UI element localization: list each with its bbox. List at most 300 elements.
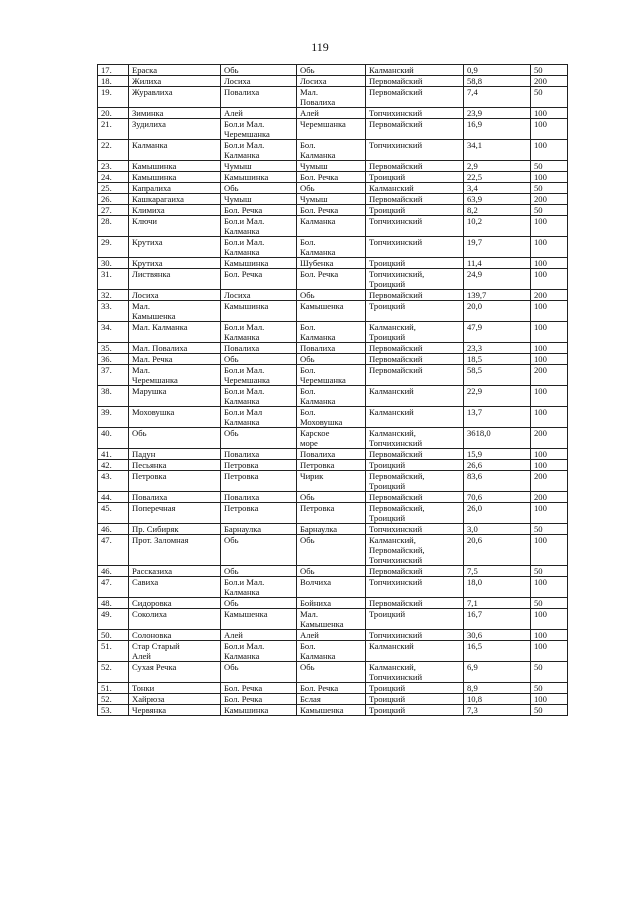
district-cell: Калманский, Топчихинский xyxy=(366,662,464,683)
flows-into-cell: Обь xyxy=(297,566,366,577)
table-row xyxy=(98,694,568,705)
district-cell: Калманский xyxy=(366,407,464,428)
row-number-cell: 41. xyxy=(98,449,129,460)
length-cell: 16,9 xyxy=(464,119,531,140)
length-cell: 20,6 xyxy=(464,535,531,566)
row-number-cell: 50. xyxy=(98,630,129,641)
protection-zone-cell: 50 xyxy=(531,683,568,694)
river-name-cell: Мал. Речка xyxy=(129,354,221,365)
table-row xyxy=(98,322,568,343)
river-name-cell: Камышинка xyxy=(129,161,221,172)
flows-into-cell: Бол. Калманка xyxy=(297,140,366,161)
flows-into-cell: Петровка xyxy=(297,503,366,524)
length-cell: 16,5 xyxy=(464,641,531,662)
river-name-cell: Крутиха xyxy=(129,258,221,269)
flows-into-cell: Обь xyxy=(297,65,366,76)
table-row xyxy=(98,609,568,630)
length-cell: 34,1 xyxy=(464,140,531,161)
flows-into-cell: Барнаулка xyxy=(297,524,366,535)
table-row xyxy=(98,524,568,535)
river-name-cell: Поперечная xyxy=(129,503,221,524)
protection-zone-cell: 50 xyxy=(531,205,568,216)
table-row xyxy=(98,108,568,119)
table-row xyxy=(98,598,568,609)
length-cell: 10,8 xyxy=(464,694,531,705)
row-number-cell: 46. xyxy=(98,524,129,535)
protection-zone-cell: 50 xyxy=(531,183,568,194)
flows-into-cell: Обь xyxy=(297,535,366,566)
protection-zone-cell: 100 xyxy=(531,343,568,354)
row-number-cell: 52. xyxy=(98,662,129,683)
flows-into-cell: Чумыш xyxy=(297,194,366,205)
row-number-cell: 52. xyxy=(98,694,129,705)
table-row xyxy=(98,290,568,301)
length-cell: 0,9 xyxy=(464,65,531,76)
protection-zone-cell: 200 xyxy=(531,194,568,205)
river-name-cell: Капралиха xyxy=(129,183,221,194)
length-cell: 7,5 xyxy=(464,566,531,577)
river-name-cell: Моховушка xyxy=(129,407,221,428)
basin-cell: Петровка xyxy=(221,503,297,524)
row-number-cell: 36. xyxy=(98,354,129,365)
basin-cell: Бол.и Мал. Черемшанка xyxy=(221,119,297,140)
length-cell: 26,6 xyxy=(464,460,531,471)
basin-cell: Обь xyxy=(221,566,297,577)
row-number-cell: 29. xyxy=(98,237,129,258)
table-row xyxy=(98,460,568,471)
flows-into-cell: Бол. Черемшанка xyxy=(297,365,366,386)
basin-cell: Алей xyxy=(221,108,297,119)
flows-into-cell: Мал. Повалиха xyxy=(297,87,366,108)
flows-into-cell: Петровка xyxy=(297,460,366,471)
district-cell: Первомайский xyxy=(366,290,464,301)
row-number-cell: 51. xyxy=(98,641,129,662)
protection-zone-cell: 50 xyxy=(531,65,568,76)
district-cell: Калманский xyxy=(366,65,464,76)
basin-cell: Лосиха xyxy=(221,290,297,301)
basin-cell: Бол.и Мал Калманка xyxy=(221,407,297,428)
district-cell: Троицкий xyxy=(366,705,464,716)
flows-into-cell: Обь xyxy=(297,662,366,683)
table-row xyxy=(98,216,568,237)
basin-cell: Бол.и Мал. Калманка xyxy=(221,386,297,407)
length-cell: 139,7 xyxy=(464,290,531,301)
row-number-cell: 39. xyxy=(98,407,129,428)
river-name-cell: Мал. Повалиха xyxy=(129,343,221,354)
row-number-cell: 42. xyxy=(98,460,129,471)
protection-zone-cell: 100 xyxy=(531,449,568,460)
basin-cell: Камышенка xyxy=(221,609,297,630)
row-number-cell: 48. xyxy=(98,598,129,609)
length-cell: 23,3 xyxy=(464,343,531,354)
basin-cell: Бол. Речка xyxy=(221,694,297,705)
row-number-cell: 47. xyxy=(98,577,129,598)
basin-cell: Камышинка xyxy=(221,705,297,716)
district-cell: Первомайский xyxy=(366,87,464,108)
table-row xyxy=(98,641,568,662)
river-name-cell: Марушка xyxy=(129,386,221,407)
river-name-cell: Петровка xyxy=(129,471,221,492)
district-cell: Первомайский xyxy=(366,119,464,140)
flows-into-cell: Мал. Камышенка xyxy=(297,609,366,630)
flows-into-cell: Бслая xyxy=(297,694,366,705)
table-row xyxy=(98,183,568,194)
district-cell: Первомайский, Троицкий xyxy=(366,503,464,524)
table-row xyxy=(98,354,568,365)
row-number-cell: 17. xyxy=(98,65,129,76)
length-cell: 11,4 xyxy=(464,258,531,269)
river-name-cell: Сухая Речка xyxy=(129,662,221,683)
protection-zone-cell: 100 xyxy=(531,407,568,428)
district-cell: Первомайский, Троицкий xyxy=(366,471,464,492)
river-name-cell: Песьянка xyxy=(129,460,221,471)
river-name-cell: Жилиха xyxy=(129,76,221,87)
district-cell: Первомайский xyxy=(366,354,464,365)
protection-zone-cell: 200 xyxy=(531,428,568,449)
row-number-cell: 40. xyxy=(98,428,129,449)
district-cell: Первомайский xyxy=(366,492,464,503)
length-cell: 18,0 xyxy=(464,577,531,598)
table-row xyxy=(98,365,568,386)
row-number-cell: 43. xyxy=(98,471,129,492)
table-row xyxy=(98,87,568,108)
protection-zone-cell: 50 xyxy=(531,161,568,172)
table-row xyxy=(98,205,568,216)
protection-zone-cell: 100 xyxy=(531,140,568,161)
basin-cell: Обь xyxy=(221,65,297,76)
length-cell: 7,4 xyxy=(464,87,531,108)
length-cell: 8,9 xyxy=(464,683,531,694)
protection-zone-cell: 100 xyxy=(531,386,568,407)
flows-into-cell: Бойниха xyxy=(297,598,366,609)
length-cell: 58,5 xyxy=(464,365,531,386)
district-cell: Калманский xyxy=(366,641,464,662)
length-cell: 3,4 xyxy=(464,183,531,194)
flows-into-cell: Бол. Речка xyxy=(297,172,366,183)
district-cell: Калманский, Троицкий xyxy=(366,322,464,343)
length-cell: 26,0 xyxy=(464,503,531,524)
length-cell: 22,5 xyxy=(464,172,531,183)
protection-zone-cell: 100 xyxy=(531,460,568,471)
table-row xyxy=(98,566,568,577)
river-name-cell: Журавлиха xyxy=(129,87,221,108)
district-cell: Троицкий xyxy=(366,172,464,183)
district-cell: Топчихинский xyxy=(366,237,464,258)
length-cell: 13,7 xyxy=(464,407,531,428)
district-cell: Калманский, Первомайский, Топчихинский xyxy=(366,535,464,566)
basin-cell: Алей xyxy=(221,630,297,641)
basin-cell: Петровка xyxy=(221,460,297,471)
river-name-cell: Обь xyxy=(129,428,221,449)
basin-cell: Повалиха xyxy=(221,87,297,108)
flows-into-cell: Бол. Речка xyxy=(297,205,366,216)
protection-zone-cell: 100 xyxy=(531,322,568,343)
river-name-cell: Тонки xyxy=(129,683,221,694)
basin-cell: Бол. Речка xyxy=(221,205,297,216)
length-cell: 7,3 xyxy=(464,705,531,716)
basin-cell: Повалиха xyxy=(221,343,297,354)
flows-into-cell: Повалиха xyxy=(297,449,366,460)
river-name-cell: Савиха xyxy=(129,577,221,598)
page-number: 119 xyxy=(311,40,329,54)
protection-zone-cell: 50 xyxy=(531,524,568,535)
protection-zone-cell: 100 xyxy=(531,258,568,269)
length-cell: 7,1 xyxy=(464,598,531,609)
protection-zone-cell: 100 xyxy=(531,172,568,183)
river-name-cell: Мал. Калманка xyxy=(129,322,221,343)
table-row xyxy=(98,172,568,183)
row-number-cell: 47. xyxy=(98,535,129,566)
district-cell: Первомайский xyxy=(366,566,464,577)
row-number-cell: 53. xyxy=(98,705,129,716)
protection-zone-cell: 100 xyxy=(531,694,568,705)
basin-cell: Бол. Речка xyxy=(221,683,297,694)
length-cell: 30,6 xyxy=(464,630,531,641)
row-number-cell: 23. xyxy=(98,161,129,172)
length-cell: 18,5 xyxy=(464,354,531,365)
length-cell: 3,0 xyxy=(464,524,531,535)
length-cell: 83,6 xyxy=(464,471,531,492)
basin-cell: Обь xyxy=(221,662,297,683)
table-row xyxy=(98,630,568,641)
basin-cell: Обь xyxy=(221,598,297,609)
river-name-cell: Мал. Камышенка xyxy=(129,301,221,322)
flows-into-cell: Карское море xyxy=(297,428,366,449)
basin-cell: Камышинка xyxy=(221,172,297,183)
table-row xyxy=(98,535,568,566)
table-row xyxy=(98,407,568,428)
table-row xyxy=(98,449,568,460)
district-cell: Первомайский xyxy=(366,161,464,172)
basin-cell: Петровка xyxy=(221,471,297,492)
protection-zone-cell: 100 xyxy=(531,535,568,566)
basin-cell: Обь xyxy=(221,354,297,365)
length-cell: 70,6 xyxy=(464,492,531,503)
basin-cell: Бол.и Мал. Черемшанка xyxy=(221,365,297,386)
length-cell: 8,2 xyxy=(464,205,531,216)
flows-into-cell: Чирик xyxy=(297,471,366,492)
protection-zone-cell: 100 xyxy=(531,503,568,524)
length-cell: 20,0 xyxy=(464,301,531,322)
length-cell: 15,9 xyxy=(464,449,531,460)
river-name-cell: Мал. Черемшанка xyxy=(129,365,221,386)
district-cell: Троицкий xyxy=(366,683,464,694)
river-name-cell: Падун xyxy=(129,449,221,460)
protection-zone-cell: 200 xyxy=(531,365,568,386)
table-row xyxy=(98,119,568,140)
flows-into-cell: Шубенка xyxy=(297,258,366,269)
protection-zone-cell: 50 xyxy=(531,598,568,609)
protection-zone-cell: 100 xyxy=(531,216,568,237)
row-number-cell: 49. xyxy=(98,609,129,630)
table-row xyxy=(98,140,568,161)
river-name-cell: Червянка xyxy=(129,705,221,716)
basin-cell: Чумыш xyxy=(221,161,297,172)
district-cell: Первомайский xyxy=(366,365,464,386)
protection-zone-cell: 50 xyxy=(531,566,568,577)
river-name-cell: Камышинка xyxy=(129,172,221,183)
protection-zone-cell: 50 xyxy=(531,662,568,683)
row-number-cell: 38. xyxy=(98,386,129,407)
district-cell: Троицкий xyxy=(366,258,464,269)
flows-into-cell: Бол. Калманка xyxy=(297,641,366,662)
length-cell: 10,2 xyxy=(464,216,531,237)
district-cell: Топчихинский xyxy=(366,630,464,641)
basin-cell: Бол.и Мал. Калманка xyxy=(221,322,297,343)
flows-into-cell: Алей xyxy=(297,630,366,641)
table-row xyxy=(98,194,568,205)
protection-zone-cell: 100 xyxy=(531,630,568,641)
flows-into-cell: Алей xyxy=(297,108,366,119)
basin-cell: Бол. Речка xyxy=(221,269,297,290)
river-name-cell: Калманка xyxy=(129,140,221,161)
flows-into-cell: Черемшанка xyxy=(297,119,366,140)
river-name-cell: Крутиха xyxy=(129,237,221,258)
table-row xyxy=(98,705,568,716)
row-number-cell: 25. xyxy=(98,183,129,194)
flows-into-cell: Волчиха xyxy=(297,577,366,598)
protection-zone-cell: 200 xyxy=(531,290,568,301)
basin-cell: Бол.и Мал. Калманка xyxy=(221,237,297,258)
row-number-cell: 34. xyxy=(98,322,129,343)
table-row xyxy=(98,503,568,524)
row-number-cell: 19. xyxy=(98,87,129,108)
table-row xyxy=(98,386,568,407)
length-cell: 22,9 xyxy=(464,386,531,407)
district-cell: Первомайский xyxy=(366,343,464,354)
basin-cell: Обь xyxy=(221,535,297,566)
row-number-cell: 32. xyxy=(98,290,129,301)
basin-cell: Бол.и Мал. Калманка xyxy=(221,216,297,237)
district-cell: Топчихинский xyxy=(366,524,464,535)
river-name-cell: Соколиха xyxy=(129,609,221,630)
table-row xyxy=(98,161,568,172)
river-name-cell: Листвянка xyxy=(129,269,221,290)
row-number-cell: 30. xyxy=(98,258,129,269)
river-name-cell: Прот. Заломная xyxy=(129,535,221,566)
length-cell: 58,8 xyxy=(464,76,531,87)
protection-zone-cell: 200 xyxy=(531,76,568,87)
row-number-cell: 45. xyxy=(98,503,129,524)
river-name-cell: Сидоровка xyxy=(129,598,221,609)
river-name-cell: Повалиха xyxy=(129,492,221,503)
rivers-table xyxy=(97,64,568,716)
district-cell: Топчихинский xyxy=(366,140,464,161)
district-cell: Троицкий xyxy=(366,205,464,216)
basin-cell: Чумыш xyxy=(221,194,297,205)
table-row xyxy=(98,683,568,694)
basin-cell: Лосиха xyxy=(221,76,297,87)
river-name-cell: Кашкарагаиха xyxy=(129,194,221,205)
basin-cell: Бол.и Мал. Калманка xyxy=(221,140,297,161)
flows-into-cell: Обь xyxy=(297,183,366,194)
basin-cell: Барнаулка xyxy=(221,524,297,535)
basin-cell: Бол.и Мал. Калманка xyxy=(221,577,297,598)
length-cell: 19,7 xyxy=(464,237,531,258)
river-name-cell: Пр. Сибиряк xyxy=(129,524,221,535)
row-number-cell: 33. xyxy=(98,301,129,322)
river-name-cell: Солоновка xyxy=(129,630,221,641)
district-cell: Топчихинский xyxy=(366,216,464,237)
table-row xyxy=(98,237,568,258)
protection-zone-cell: 100 xyxy=(531,119,568,140)
row-number-cell: 51. xyxy=(98,683,129,694)
table-row xyxy=(98,65,568,76)
river-name-cell: Зиминка xyxy=(129,108,221,119)
flows-into-cell: Камышенка xyxy=(297,301,366,322)
district-cell: Троицкий xyxy=(366,609,464,630)
protection-zone-cell: 50 xyxy=(531,705,568,716)
table-row xyxy=(98,428,568,449)
river-name-cell: Лосиха xyxy=(129,290,221,301)
row-number-cell: 44. xyxy=(98,492,129,503)
row-number-cell: 37. xyxy=(98,365,129,386)
length-cell: 63,9 xyxy=(464,194,531,205)
table-row xyxy=(98,577,568,598)
basin-cell: Камышинка xyxy=(221,258,297,269)
district-cell: Топчихинский xyxy=(366,108,464,119)
basin-cell: Повалиха xyxy=(221,492,297,503)
flows-into-cell: Бол. Калманка xyxy=(297,322,366,343)
basin-cell: Бол.и Мал. Калманка xyxy=(221,641,297,662)
table-row xyxy=(98,301,568,322)
row-number-cell: 27. xyxy=(98,205,129,216)
row-number-cell: 24. xyxy=(98,172,129,183)
flows-into-cell: Обь xyxy=(297,354,366,365)
river-name-cell: Рассказиха xyxy=(129,566,221,577)
length-cell: 24,9 xyxy=(464,269,531,290)
flows-into-cell: Бол. Моховушка xyxy=(297,407,366,428)
row-number-cell: 18. xyxy=(98,76,129,87)
protection-zone-cell: 100 xyxy=(531,237,568,258)
length-cell: 2,9 xyxy=(464,161,531,172)
district-cell: Калманский xyxy=(366,386,464,407)
district-cell: Топчихинский, Троицкий xyxy=(366,269,464,290)
river-name-cell: Зудилиха xyxy=(129,119,221,140)
basin-cell: Обь xyxy=(221,183,297,194)
district-cell: Первомайский xyxy=(366,76,464,87)
protection-zone-cell: 200 xyxy=(531,492,568,503)
district-cell: Калманский, Топчихинский xyxy=(366,428,464,449)
row-number-cell: 31. xyxy=(98,269,129,290)
table-row xyxy=(98,343,568,354)
protection-zone-cell: 100 xyxy=(531,641,568,662)
length-cell: 23,9 xyxy=(464,108,531,119)
flows-into-cell: Бол. Калманка xyxy=(297,237,366,258)
table-row xyxy=(98,269,568,290)
river-name-cell: Стар Старый Алей xyxy=(129,641,221,662)
district-cell: Троицкий xyxy=(366,694,464,705)
protection-zone-cell: 200 xyxy=(531,471,568,492)
row-number-cell: 22. xyxy=(98,140,129,161)
length-cell: 3618,0 xyxy=(464,428,531,449)
flows-into-cell: Бол. Речка xyxy=(297,269,366,290)
flows-into-cell: Чумыш xyxy=(297,161,366,172)
district-cell: Первомайский xyxy=(366,598,464,609)
protection-zone-cell: 100 xyxy=(531,108,568,119)
protection-zone-cell: 100 xyxy=(531,577,568,598)
flows-into-cell: Бол. Калманка xyxy=(297,386,366,407)
basin-cell: Камышинка xyxy=(221,301,297,322)
row-number-cell: 46. xyxy=(98,566,129,577)
district-cell: Первомайский xyxy=(366,194,464,205)
district-cell: Первомайский xyxy=(366,449,464,460)
protection-zone-cell: 100 xyxy=(531,269,568,290)
flows-into-cell: Калманка xyxy=(297,216,366,237)
length-cell: 6,9 xyxy=(464,662,531,683)
row-number-cell: 20. xyxy=(98,108,129,119)
district-cell: Троицкий xyxy=(366,301,464,322)
